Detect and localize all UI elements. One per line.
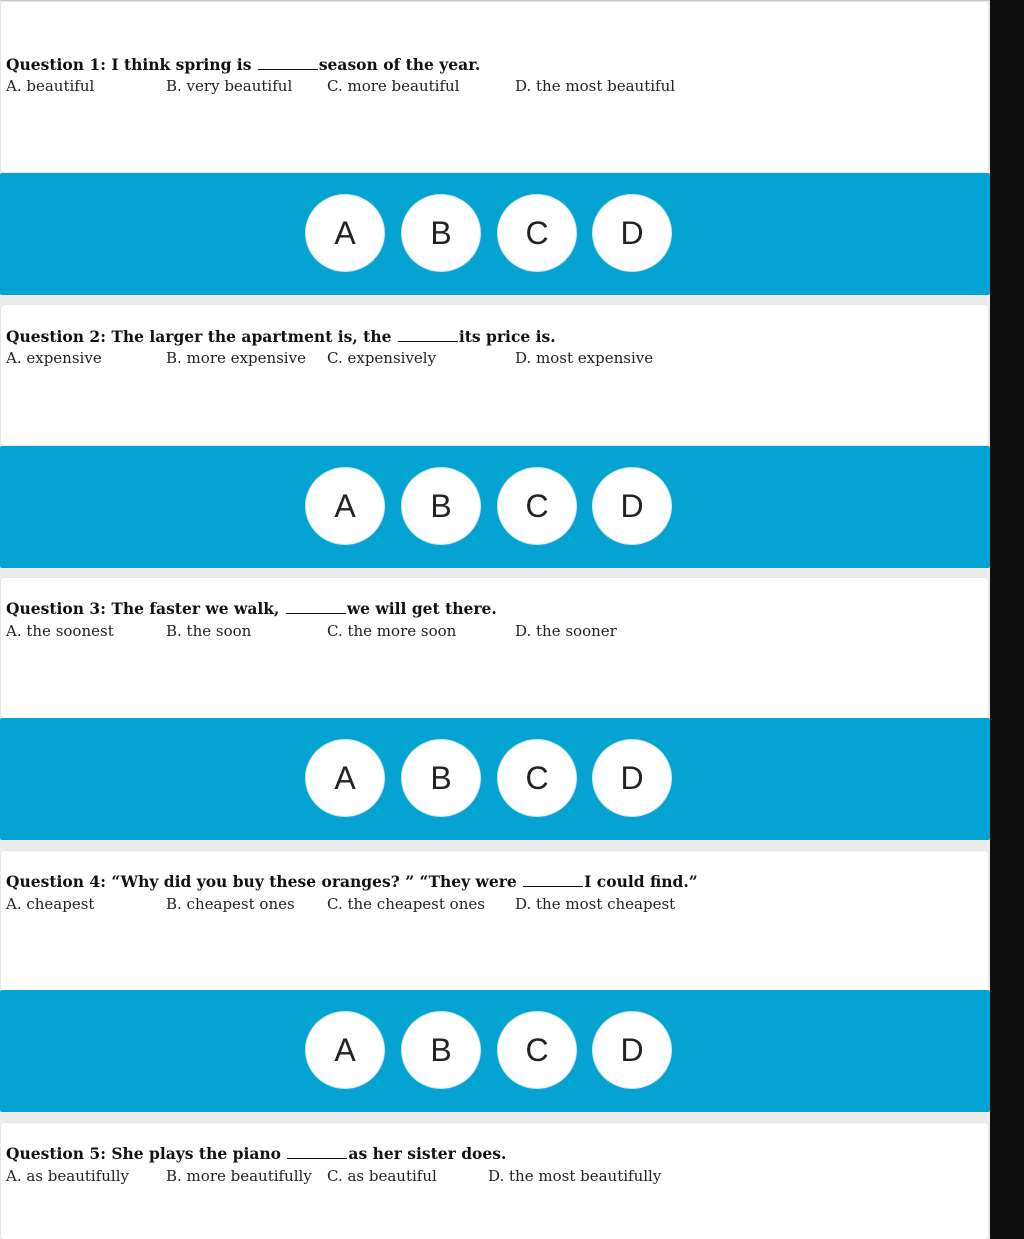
question-text-end: its price is. [458,327,556,346]
answer-button-a[interactable]: A [305,467,385,545]
option-c: C. the more soon [327,622,457,640]
answer-band-3 [0,718,990,840]
answer-blank [287,1148,347,1159]
option-c: C. the cheapest ones [327,895,485,913]
question-text-start: Question 2: The larger the apartment is, the [6,327,392,346]
answer-blank [523,876,583,887]
question-text-end: season of the year. [318,55,481,74]
answer-button-d[interactable]: D [592,1011,672,1089]
answer-button-d[interactable]: D [592,467,672,545]
question-card-2 [1,305,988,445]
answer-button-a[interactable]: A [305,739,385,817]
answer-button-a[interactable]: A [305,1011,385,1089]
answer-blank [286,603,346,614]
option-d: D. the sooner [515,622,617,640]
option-b: B. very beautiful [166,77,293,95]
option-a: A. cheapest [6,895,95,913]
option-b: B. more expensive [166,349,306,367]
question-text [6,1144,506,1163]
answer-button-c[interactable]: C [497,467,577,545]
question-card-4 [1,851,988,991]
option-a: A. the soonest [6,622,114,640]
option-a: A. as beautifully [6,1167,129,1185]
question-text [6,55,480,74]
answer-blank [258,59,318,70]
answer-button-c[interactable]: C [497,1011,577,1089]
option-c: C. expensively [327,349,437,367]
answer-button-d[interactable]: D [592,739,672,817]
question-text [6,599,497,618]
answer-blank [398,331,458,342]
question-card-1 [1,2,988,172]
answer-button-c[interactable]: C [497,739,577,817]
option-b: B. cheapest ones [166,895,295,913]
answer-button-b[interactable]: B [401,467,481,545]
question-text-end: as her sister does. [348,1144,507,1163]
option-d: D. most expensive [515,349,654,367]
question-text-start: Question 4: “Why did you buy these oranges? ” “They were [6,872,517,891]
right-edge-bar [990,0,1024,1239]
question-text [6,872,698,891]
question-text-end: we will get there. [346,599,497,618]
question-text [6,327,556,346]
answer-button-b[interactable]: B [401,194,481,272]
answer-button-d[interactable]: D [592,194,672,272]
option-b: B. more beautifully [166,1167,312,1185]
answer-band-4 [0,990,990,1112]
answer-button-a[interactable]: A [305,194,385,272]
question-card-3 [1,578,988,718]
question-card-5 [1,1123,988,1239]
question-text-end: I could find.” [584,872,698,891]
option-d: D. the most cheapest [515,895,676,913]
answer-button-b[interactable]: B [401,1011,481,1089]
option-b: B. the soon [166,622,252,640]
answer-button-b[interactable]: B [401,739,481,817]
top-divider [0,0,990,1]
answer-band-1 [0,173,990,295]
question-text-start: Question 1: I think spring is [6,55,252,74]
question-text-start: Question 3: The faster we walk, [6,599,280,618]
option-c: C. as beautiful [327,1167,437,1185]
answer-band-2 [0,446,990,568]
question-text-start: Question 5: She plays the piano [6,1144,281,1163]
answer-button-c[interactable]: C [497,194,577,272]
option-a: A. expensive [6,349,102,367]
option-d: D. the most beautifully [488,1167,662,1185]
option-d: D. the most beautiful [515,77,676,95]
option-a: A. beautiful [6,77,95,95]
option-c: C. more beautiful [327,77,460,95]
